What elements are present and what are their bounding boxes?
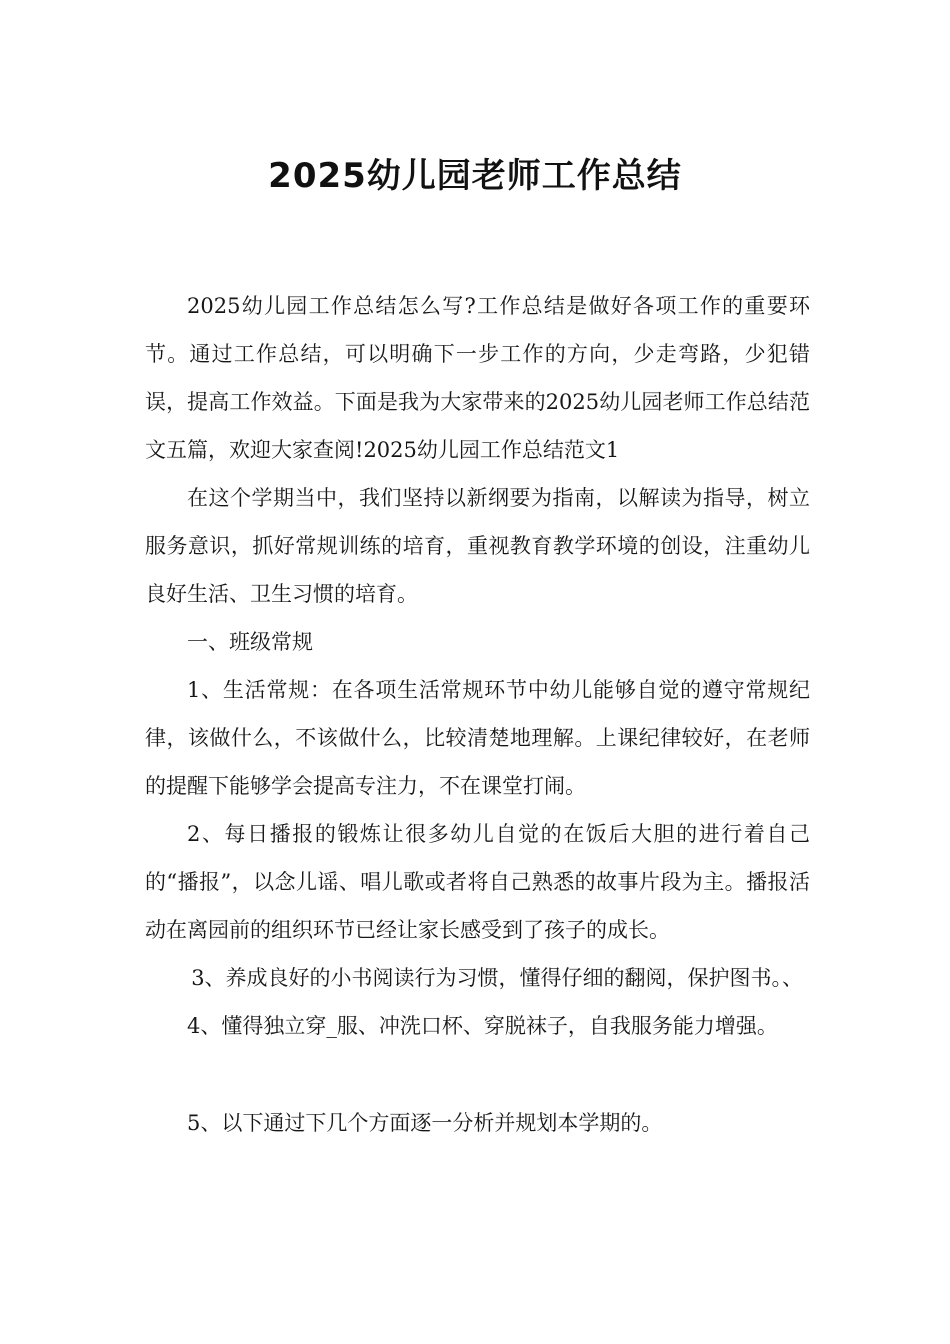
document-body xyxy=(145,282,810,1147)
routine-item-1: 1、生活常规：在各项生活常规环节中幼儿能够自觉的遵守常规纪律，该做什么，不该做什么，比较清楚地理解。上课纪律较好，在老师的提醒下能够学会提高专注力，不在课堂打闹。 xyxy=(145,678,810,798)
routine-item-2: 2、每日播报的锻炼让很多幼儿自觉的在饭后大胆的进行着自己的“播报”，以念儿谣、唱儿歌或者将自己熟悉的故事片段为主。播报活动在离园前的组织环节已经让家长感受到了孩子的成长。 xyxy=(145,822,810,942)
document-title: 2025幼儿园老师工作总结 xyxy=(268,155,682,196)
intro-paragraph: 2025幼儿园工作总结怎么写?工作总结是做好各项工作的重要环节。通过工作总结，可以明确下一步工作的方向，少走弯路，少犯错误，提高工作效益。下面是我为大家带来的2025幼儿园老师工作总结范文五篇，欢迎大家查阅!2025幼儿园工作总结范文1 xyxy=(145,294,810,462)
routine-item-3: 3、养成良好的小书阅读行为习惯，懂得仔细的翻阅，保护图书。、 xyxy=(191,966,804,990)
routine-item-4: 4、懂得独立穿_服、冲洗口杯、穿脱袜子，自我服务能力增强。 xyxy=(187,1014,778,1038)
semester-overview-paragraph: 在这个学期当中，我们坚持以新纲要为指南，以解读为指导，树立服务意识，抓好常规训练的培育，重视教育教学环境的创设，注重幼儿良好生活、卫生习惯的培育。 xyxy=(145,486,810,606)
section-heading-class-routine: 一、班级常规 xyxy=(187,630,313,654)
routine-item-5: 5、以下通过下几个方面逐一分析并规划本学期的。 xyxy=(187,1111,663,1135)
